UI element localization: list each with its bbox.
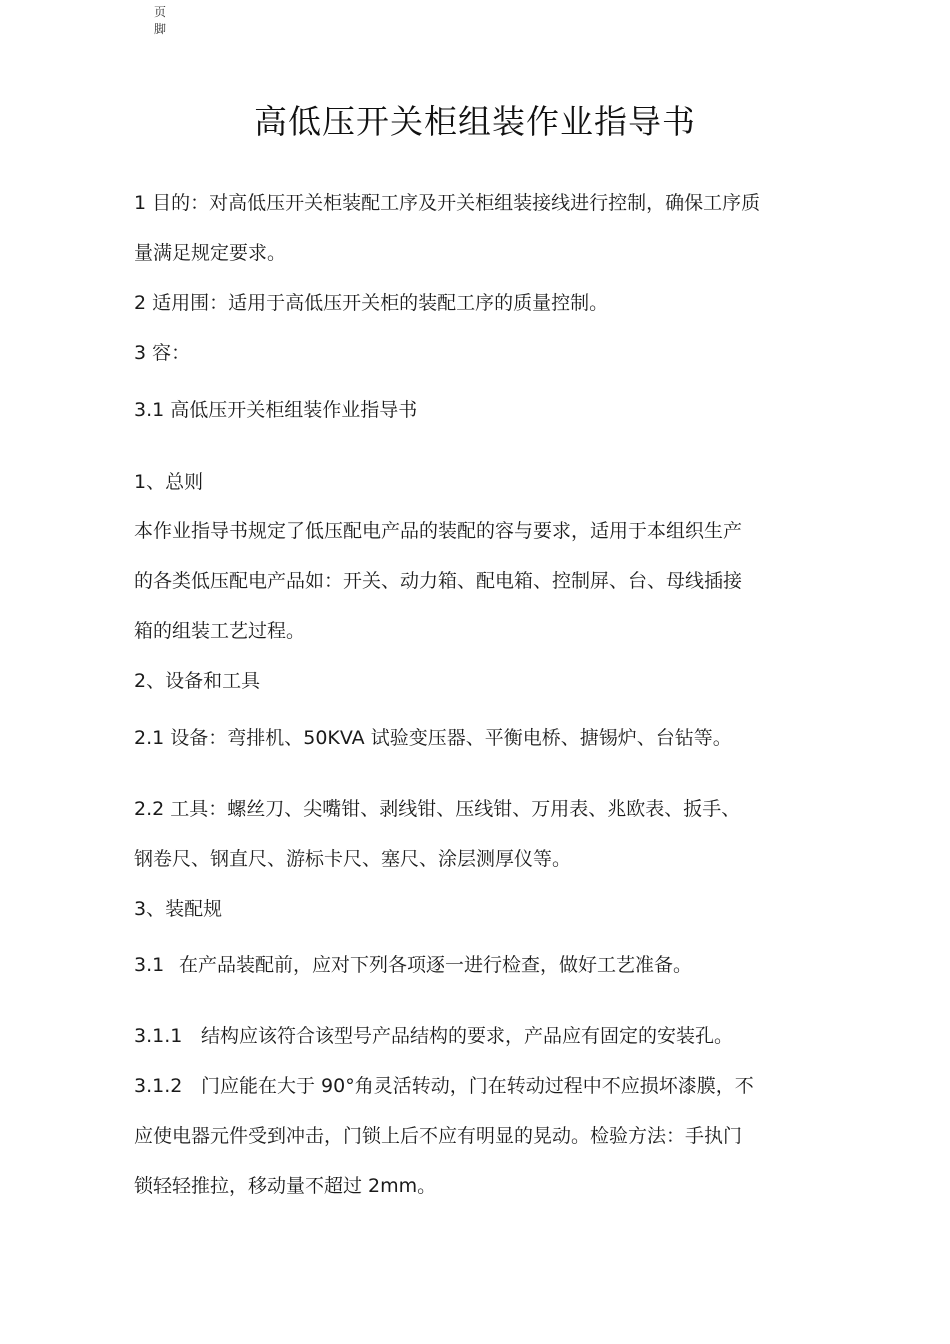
clause-number: 3.1.2 (134, 1075, 183, 1097)
clause-text: 结构应该符合该型号产品结构的要求，产品应有固定的安装孔。 (201, 1025, 734, 1047)
clause-number: 3.1.1 (134, 1025, 183, 1047)
general-text-line-2: 的各类低压配电产品如：开关、动力箱、配电箱、控制屏、台、母线插接 (134, 570, 743, 592)
clause-text: 在产品装配前，应对下列各项逐一进行检查，做好工艺准备。 (179, 954, 693, 976)
document-title: 高低压开关柜组装作业指导书 (254, 102, 696, 141)
assembly-heading: 3、装配规 (134, 898, 223, 920)
general-text-line-3: 箱的组装工艺过程。 (134, 620, 306, 642)
scope-line: 2 适用围：适用于高低压开关柜的装配工序的质量控制。 (134, 292, 609, 314)
clause-number: 3.1 (134, 954, 165, 976)
clause-3-1 (134, 952, 692, 978)
footer-vertical-label (154, 4, 168, 38)
section-3-1-heading: 3.1 高低压开关柜组装作业指导书 (134, 399, 418, 421)
purpose-line-2: 量满足规定要求。 (134, 242, 287, 264)
clause-text: 门应能在大于 90°角灵活转动，门在转动过程中不应损坏漆膜，不 (201, 1075, 754, 1097)
footer-char-2: 脚 (154, 22, 167, 36)
purpose-line-1: 1 目的：对高低压开关柜装配工序及开关柜组装接线进行控制，确保工序质 (134, 192, 761, 214)
general-text-line-1: 本作业指导书规定了低压配电产品的装配的容与要求，适用于本组织生产 (134, 520, 743, 542)
clause-3-1-2-line-3: 锁轻轻推拉，移动量不超过 2mm。 (134, 1175, 437, 1197)
tools-line-2: 钢卷尺、钢直尺、游标卡尺、塞尺、涂层测厚仪等。 (134, 848, 572, 870)
tools-line-1: 2.2 工具：螺丝刀、尖嘴钳、剥线钳、压线钳、万用表、兆欧表、扳手、 (134, 798, 741, 820)
clause-3-1-2 (134, 1073, 754, 1099)
equipment-heading: 2、设备和工具 (134, 670, 261, 692)
equipment-line: 2.1 设备：弯排机、50KVA 试验变压器、平衡电桥、搪锡炉、台钻等。 (134, 727, 732, 749)
clause-3-1-2-line-2: 应使电器元件受到冲击，门锁上后不应有明显的晃动。检验方法：手执门 (134, 1125, 743, 1147)
content-heading: 3 容： (134, 342, 191, 364)
footer-char-1: 页 (154, 5, 167, 19)
general-heading: 1、总则 (134, 471, 204, 493)
clause-3-1-1 (134, 1023, 733, 1049)
